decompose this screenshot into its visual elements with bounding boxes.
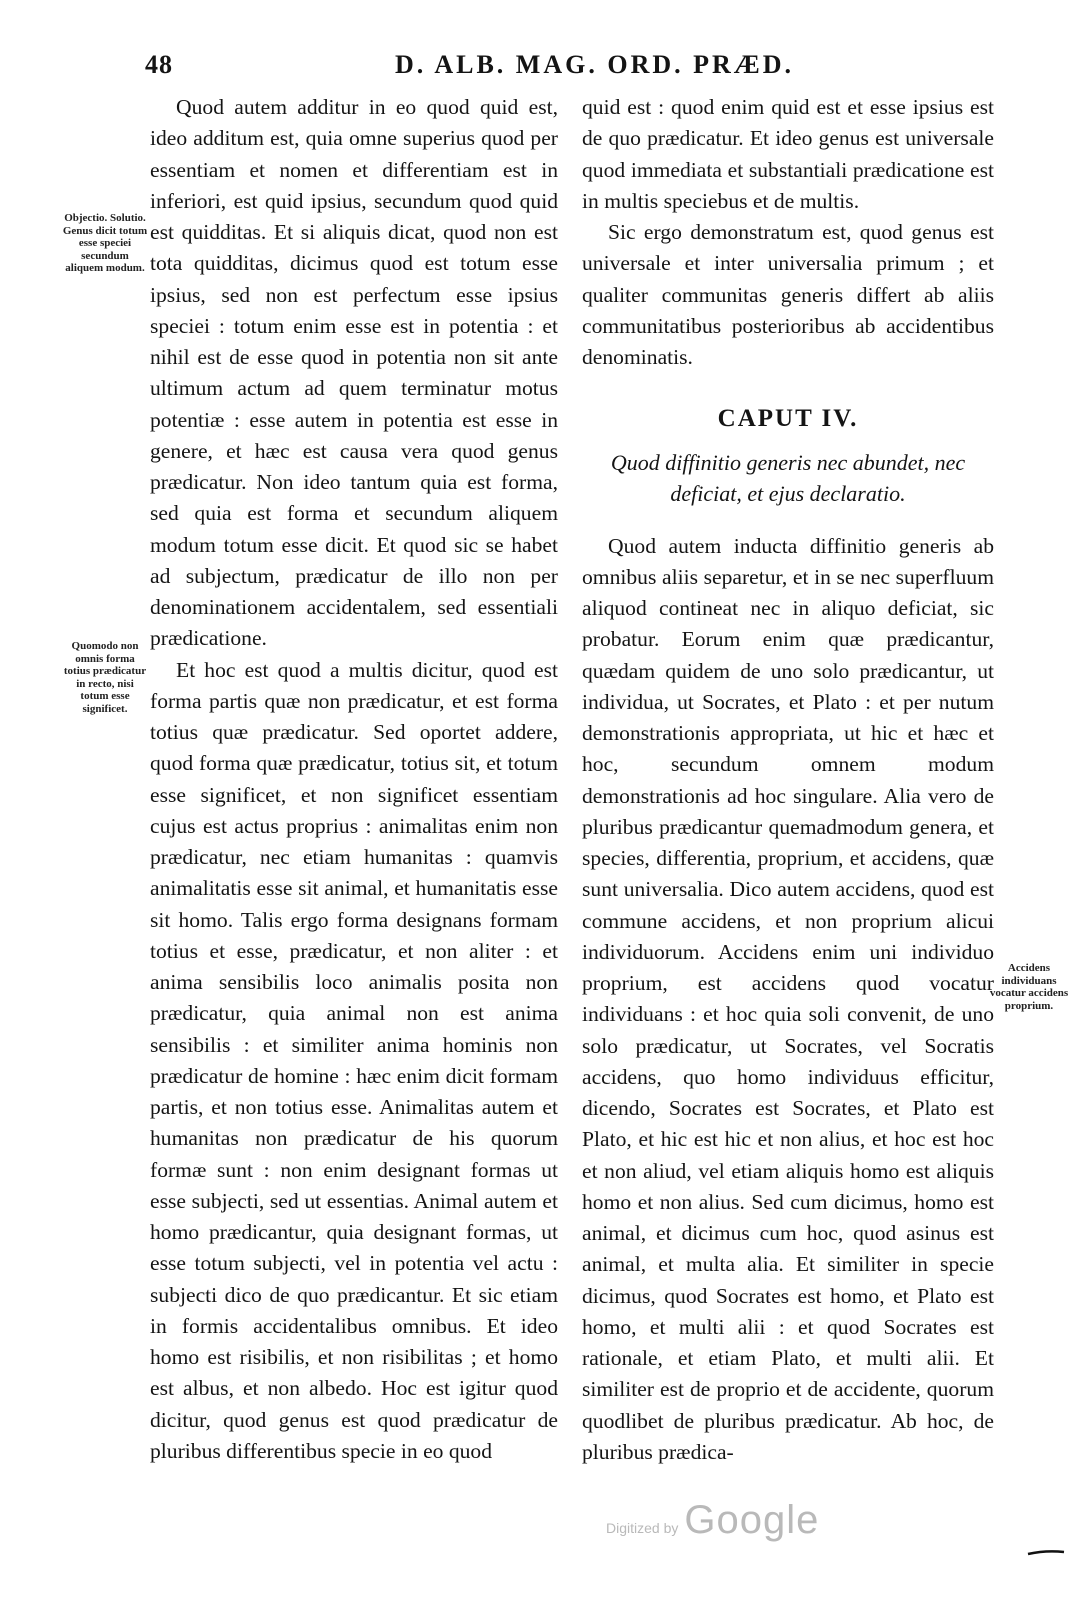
right-paragraph-3: Quod autem inducta diffinitio generis ab omnibus aliis separetur, et in se nec superfluum aliquod contineat nec in aliquo deficiat, sic probatur. Eorum enim quæ prædicantur, quædam quidem de uno solo prædicantur, ut individua, ut Socrates, et Plato : et per nutum demonstrationis appropriata, ut hic et hæc et hoc, secundum omnem modum demonstrationis ad hoc singulare. Alia vero de pluribus prædicantur quemadmodum genera, et species, differentia, proprium, et accidens, quæ sunt universalia. Dico autem accidens, quod est commune accidens, et non proprium alicui individuorum. Accidens enim uni individuo proprium, est accidens quod vocatur individuans : et hoc quia soli convenit, de uno solo prædicatur, ut Socrates, vel Socratis accidens, quo homo individuus efficitur, dicendo, Socrates est Socrates, et Plato est Plato, et hic est hic et non alius, et hoc est hoc et non aliud, vel etiam aliquis homo est aliquis homo et non alius. Sed cum dicimus, homo est animal, et dicimus cum hoc, quod asinus est animal, et multa alia. Et similiter in specie dicimus, quod Socrates est homo, et Plato est homo, et multi alii : et quod Socrates est rationale, et etiam Plato, et multi alii. Et similiter est de proprio et de accidente, quorum quodlibet de pluribus prædicatur. Ab hoc, de pluribus prædica- (582, 533, 994, 1464)
left-paragraph-2: Et hoc est quod a multis dicitur, quod est forma partis quæ non prædicatur, et est forma totius quæ prædicatur. Sed oportet addere, quod forma quæ prædicatur, totius sit, et totum esse significet, et non significet essentiam cujus est actus proprius : animalitas enim non prædicatur, nec etiam humanitas : quamvis animalitatis esse sit animal, et humanitatis esse sit homo. Talis ergo forma designans formam totius et esse, prædicatur, et non aliter : et anima sensibilis loco animalis posita non prædicatur, quia animal non est anima sensibilis : et similiter anima hominis non prædicatur de homine : hæc enim dicit formam partis, et non totius esse. Animalitas autem et humanitas non prædicatur de his quorum formæ sunt : non enim designant formas ut esse subjecti, sed ut essentias. Animal autem et homo prædicantur, quia designant formas, ut esse totum subjecti, vel in potentia vel actu : subjecti dico de quo prædicantur. Et sic etiam in formis accidentalibus omnibus. Et ideo homo est risibilis, et non risibilitas ; et homo est albus, et non albedo. Hoc est igitur quod dicitur, quod genus est quod prædicatur de pluribus differentibus specie in eo quod (150, 657, 558, 1463)
page-number: 48 (145, 50, 173, 79)
pen-stroke-mark (1026, 1548, 1066, 1556)
left-column (150, 92, 558, 1467)
margin-note-accidens: Accidens individuans vocatur accidens proprium. (989, 962, 1069, 1012)
right-paragraph-2: Sic ergo demonstratum est, quod genus est universale et inter universalia primum ; et qualiter communitas generis differt ab aliis communitatibus posterioribus ab accidentibus denominatis. (582, 220, 994, 369)
google-logo: Google (684, 1498, 820, 1542)
digitized-watermark (606, 1498, 819, 1543)
chapter-title: Quod diffinitio generis nec abundet, nec deficiat, et ejus declaratio. (610, 449, 966, 506)
chapter-heading: CAPUT IV. (717, 405, 859, 433)
right-column (582, 92, 994, 1468)
margin-note-quomodo: Quomodo non omnis forma totius prædicatur in recto, nisi totum esse significet. (63, 640, 147, 715)
watermark-prefix: Digitized by (606, 1520, 679, 1536)
right-continuation: quid est : quod enim quid est et esse ipsius est de quo prædicatur. Et ideo genus est universale quod immediata et substantiali prædicatione est in multis speciebus et de multis. (582, 95, 994, 213)
left-paragraph-1: Quod autem additur in eo quod quid est, ideo additum est, quia omne superius quod per essentiam et nomen et differentiam est in inferiori, est quid ipsius, secundum quod quid est quidditas. Et si aliquis dicat, quod non est tota quidditas, dicimus quod est totum esse ipsius, sed non est perfectum esse ipsius speciei : totum enim esse est in potentia : et nihil est de esse quod in potentia non sit ante ultimum actum ad quem terminatur motus potentiæ : esse autem in potentia est esse in genere, et hæc est causa vera quod genus prædicatur. Non ideo tantum quia est forma, sed quia est forma et secundum aliquem modum totum esse dicit. Et quod sic se habet ad subjectum, prædicatur de illo non per denominationem accidentalem, sed essentiali prædicatione. (150, 95, 558, 651)
margin-note-objectio: Objectio. Solutio. Genus dicit totum esse speciei secundum aliquem modum. (62, 212, 148, 274)
running-head: D. ALB. MAG. ORD. PRÆD. (395, 50, 795, 79)
